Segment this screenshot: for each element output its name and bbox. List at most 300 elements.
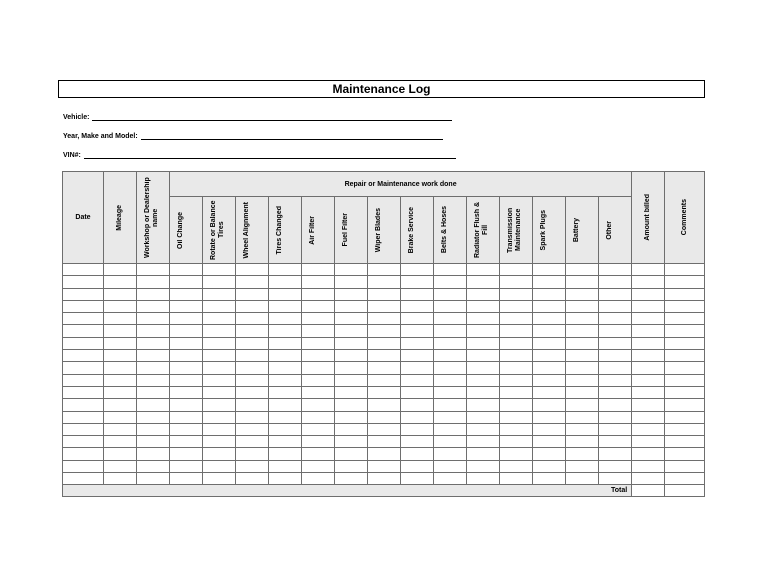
table-cell[interactable] <box>599 300 632 312</box>
table-cell[interactable] <box>434 460 467 472</box>
table-cell[interactable] <box>137 448 170 460</box>
table-cell[interactable] <box>632 374 665 386</box>
table-cell[interactable] <box>137 386 170 398</box>
table-cell[interactable] <box>63 288 104 300</box>
table-cell[interactable] <box>500 448 533 460</box>
table-cell[interactable] <box>203 423 236 435</box>
table-cell[interactable] <box>368 399 401 411</box>
table-cell[interactable] <box>302 264 335 276</box>
table-cell[interactable] <box>566 386 599 398</box>
table-cell[interactable] <box>170 374 203 386</box>
table-cell[interactable] <box>302 313 335 325</box>
table-cell[interactable] <box>368 423 401 435</box>
table-cell[interactable] <box>632 337 665 349</box>
table-cell[interactable] <box>665 362 705 374</box>
table-cell[interactable] <box>104 399 137 411</box>
table-cell[interactable] <box>566 276 599 288</box>
table-cell[interactable] <box>63 473 104 485</box>
table-cell[interactable] <box>401 337 434 349</box>
table-cell[interactable] <box>467 350 500 362</box>
table-cell[interactable] <box>335 325 368 337</box>
table-cell[interactable] <box>236 313 269 325</box>
table-cell[interactable] <box>401 264 434 276</box>
table-cell[interactable] <box>170 436 203 448</box>
table-cell[interactable] <box>665 276 705 288</box>
table-cell[interactable] <box>599 460 632 472</box>
table-cell[interactable] <box>467 374 500 386</box>
table-cell[interactable] <box>137 313 170 325</box>
table-cell[interactable] <box>368 374 401 386</box>
table-cell[interactable] <box>137 362 170 374</box>
table-cell[interactable] <box>566 411 599 423</box>
table-cell[interactable] <box>203 313 236 325</box>
table-cell[interactable] <box>269 436 302 448</box>
table-cell[interactable] <box>599 399 632 411</box>
table-cell[interactable] <box>467 448 500 460</box>
table-cell[interactable] <box>302 411 335 423</box>
table-cell[interactable] <box>302 399 335 411</box>
table-cell[interactable] <box>269 362 302 374</box>
table-cell[interactable] <box>137 436 170 448</box>
table-cell[interactable] <box>401 460 434 472</box>
table-cell[interactable] <box>269 374 302 386</box>
table-cell[interactable] <box>203 337 236 349</box>
table-cell[interactable] <box>335 264 368 276</box>
table-cell[interactable] <box>599 473 632 485</box>
table-cell[interactable] <box>566 362 599 374</box>
table-cell[interactable] <box>170 448 203 460</box>
table-cell[interactable] <box>401 313 434 325</box>
table-cell[interactable] <box>236 362 269 374</box>
table-cell[interactable] <box>203 374 236 386</box>
table-cell[interactable] <box>104 337 137 349</box>
table-cell[interactable] <box>467 460 500 472</box>
table-cell[interactable] <box>500 325 533 337</box>
table-cell[interactable] <box>434 423 467 435</box>
table-cell[interactable] <box>335 448 368 460</box>
table-cell[interactable] <box>533 460 566 472</box>
table-cell[interactable] <box>500 399 533 411</box>
table-cell[interactable] <box>368 300 401 312</box>
table-cell[interactable] <box>137 374 170 386</box>
table-cell[interactable] <box>302 460 335 472</box>
table-cell[interactable] <box>599 350 632 362</box>
table-cell[interactable] <box>566 313 599 325</box>
table-cell[interactable] <box>368 436 401 448</box>
table-cell[interactable] <box>236 460 269 472</box>
table-cell[interactable] <box>632 460 665 472</box>
table-cell[interactable] <box>335 399 368 411</box>
table-cell[interactable] <box>368 313 401 325</box>
table-cell[interactable] <box>467 300 500 312</box>
table-cell[interactable] <box>434 337 467 349</box>
table-cell[interactable] <box>335 300 368 312</box>
table-cell[interactable] <box>269 473 302 485</box>
table-cell[interactable] <box>665 423 705 435</box>
table-cell[interactable] <box>434 325 467 337</box>
table-cell[interactable] <box>203 350 236 362</box>
total-amount-cell[interactable] <box>632 485 665 497</box>
table-cell[interactable] <box>665 399 705 411</box>
table-cell[interactable] <box>533 473 566 485</box>
table-cell[interactable] <box>104 386 137 398</box>
table-cell[interactable] <box>170 411 203 423</box>
table-cell[interactable] <box>368 460 401 472</box>
table-cell[interactable] <box>533 423 566 435</box>
table-cell[interactable] <box>599 325 632 337</box>
table-cell[interactable] <box>63 448 104 460</box>
table-cell[interactable] <box>467 386 500 398</box>
table-cell[interactable] <box>302 337 335 349</box>
table-cell[interactable] <box>269 264 302 276</box>
table-cell[interactable] <box>203 264 236 276</box>
table-cell[interactable] <box>63 411 104 423</box>
table-cell[interactable] <box>104 350 137 362</box>
table-cell[interactable] <box>500 337 533 349</box>
table-cell[interactable] <box>104 448 137 460</box>
table-cell[interactable] <box>335 423 368 435</box>
table-cell[interactable] <box>665 325 705 337</box>
table-cell[interactable] <box>104 362 137 374</box>
table-cell[interactable] <box>335 386 368 398</box>
table-cell[interactable] <box>236 276 269 288</box>
table-cell[interactable] <box>467 473 500 485</box>
table-cell[interactable] <box>335 374 368 386</box>
table-cell[interactable] <box>500 411 533 423</box>
table-cell[interactable] <box>170 313 203 325</box>
table-cell[interactable] <box>533 350 566 362</box>
table-cell[interactable] <box>335 313 368 325</box>
table-cell[interactable] <box>566 473 599 485</box>
table-cell[interactable] <box>434 436 467 448</box>
table-cell[interactable] <box>269 386 302 398</box>
table-cell[interactable] <box>302 436 335 448</box>
table-cell[interactable] <box>632 386 665 398</box>
table-cell[interactable] <box>566 350 599 362</box>
table-cell[interactable] <box>302 350 335 362</box>
table-cell[interactable] <box>401 473 434 485</box>
table-cell[interactable] <box>63 337 104 349</box>
table-cell[interactable] <box>599 411 632 423</box>
table-cell[interactable] <box>599 423 632 435</box>
table-cell[interactable] <box>63 350 104 362</box>
table-cell[interactable] <box>632 436 665 448</box>
table-cell[interactable] <box>632 362 665 374</box>
table-cell[interactable] <box>632 276 665 288</box>
table-cell[interactable] <box>665 264 705 276</box>
table-cell[interactable] <box>269 423 302 435</box>
table-cell[interactable] <box>104 288 137 300</box>
table-cell[interactable] <box>599 386 632 398</box>
table-cell[interactable] <box>566 436 599 448</box>
table-cell[interactable] <box>467 423 500 435</box>
table-cell[interactable] <box>368 350 401 362</box>
table-cell[interactable] <box>533 448 566 460</box>
table-cell[interactable] <box>434 264 467 276</box>
table-cell[interactable] <box>500 264 533 276</box>
table-cell[interactable] <box>632 399 665 411</box>
table-cell[interactable] <box>137 423 170 435</box>
table-cell[interactable] <box>335 350 368 362</box>
table-cell[interactable] <box>269 276 302 288</box>
table-cell[interactable] <box>368 264 401 276</box>
table-cell[interactable] <box>467 325 500 337</box>
table-cell[interactable] <box>533 288 566 300</box>
table-cell[interactable] <box>401 423 434 435</box>
table-cell[interactable] <box>533 276 566 288</box>
table-cell[interactable] <box>269 460 302 472</box>
table-cell[interactable] <box>63 399 104 411</box>
table-cell[interactable] <box>434 350 467 362</box>
table-cell[interactable] <box>203 399 236 411</box>
table-cell[interactable] <box>368 325 401 337</box>
table-cell[interactable] <box>368 386 401 398</box>
table-cell[interactable] <box>335 473 368 485</box>
table-cell[interactable] <box>137 460 170 472</box>
table-cell[interactable] <box>302 386 335 398</box>
table-cell[interactable] <box>236 350 269 362</box>
table-cell[interactable] <box>566 374 599 386</box>
table-cell[interactable] <box>170 288 203 300</box>
table-cell[interactable] <box>269 313 302 325</box>
table-cell[interactable] <box>335 460 368 472</box>
table-cell[interactable] <box>137 399 170 411</box>
table-cell[interactable] <box>566 460 599 472</box>
table-cell[interactable] <box>170 300 203 312</box>
table-cell[interactable] <box>335 362 368 374</box>
table-cell[interactable] <box>269 300 302 312</box>
table-cell[interactable] <box>500 473 533 485</box>
table-cell[interactable] <box>665 300 705 312</box>
table-cell[interactable] <box>236 423 269 435</box>
table-cell[interactable] <box>533 337 566 349</box>
table-cell[interactable] <box>63 460 104 472</box>
vehicle-line[interactable] <box>92 113 452 121</box>
table-cell[interactable] <box>203 448 236 460</box>
table-cell[interactable] <box>236 300 269 312</box>
table-cell[interactable] <box>599 374 632 386</box>
table-cell[interactable] <box>566 337 599 349</box>
table-cell[interactable] <box>401 300 434 312</box>
table-cell[interactable] <box>434 374 467 386</box>
table-cell[interactable] <box>269 399 302 411</box>
table-cell[interactable] <box>203 300 236 312</box>
table-cell[interactable] <box>467 337 500 349</box>
table-cell[interactable] <box>170 362 203 374</box>
table-cell[interactable] <box>500 300 533 312</box>
table-cell[interactable] <box>665 448 705 460</box>
table-cell[interactable] <box>203 460 236 472</box>
table-cell[interactable] <box>302 423 335 435</box>
table-cell[interactable] <box>467 411 500 423</box>
table-cell[interactable] <box>170 325 203 337</box>
table-cell[interactable] <box>434 276 467 288</box>
table-cell[interactable] <box>368 473 401 485</box>
table-cell[interactable] <box>269 448 302 460</box>
table-cell[interactable] <box>599 313 632 325</box>
table-cell[interactable] <box>236 411 269 423</box>
table-cell[interactable] <box>467 313 500 325</box>
total-comments-cell[interactable] <box>665 485 705 497</box>
table-cell[interactable] <box>500 423 533 435</box>
table-cell[interactable] <box>533 374 566 386</box>
table-cell[interactable] <box>203 473 236 485</box>
table-cell[interactable] <box>401 374 434 386</box>
table-cell[interactable] <box>665 411 705 423</box>
table-cell[interactable] <box>236 436 269 448</box>
table-cell[interactable] <box>467 288 500 300</box>
table-cell[interactable] <box>302 473 335 485</box>
table-cell[interactable] <box>434 300 467 312</box>
table-cell[interactable] <box>137 288 170 300</box>
table-cell[interactable] <box>236 264 269 276</box>
table-cell[interactable] <box>63 374 104 386</box>
table-cell[interactable] <box>665 386 705 398</box>
table-cell[interactable] <box>302 288 335 300</box>
table-cell[interactable] <box>170 399 203 411</box>
table-cell[interactable] <box>63 264 104 276</box>
table-cell[interactable] <box>104 436 137 448</box>
table-cell[interactable] <box>203 325 236 337</box>
table-cell[interactable] <box>335 288 368 300</box>
table-cell[interactable] <box>137 276 170 288</box>
table-cell[interactable] <box>401 399 434 411</box>
table-cell[interactable] <box>368 448 401 460</box>
table-cell[interactable] <box>236 386 269 398</box>
table-cell[interactable] <box>434 288 467 300</box>
table-cell[interactable] <box>302 276 335 288</box>
table-cell[interactable] <box>533 411 566 423</box>
table-cell[interactable] <box>236 325 269 337</box>
table-cell[interactable] <box>368 362 401 374</box>
table-cell[interactable] <box>269 350 302 362</box>
table-cell[interactable] <box>632 264 665 276</box>
table-cell[interactable] <box>632 325 665 337</box>
table-cell[interactable] <box>368 276 401 288</box>
table-cell[interactable] <box>632 300 665 312</box>
table-cell[interactable] <box>599 288 632 300</box>
table-cell[interactable] <box>599 362 632 374</box>
table-cell[interactable] <box>104 313 137 325</box>
table-cell[interactable] <box>434 399 467 411</box>
table-cell[interactable] <box>401 448 434 460</box>
table-cell[interactable] <box>203 276 236 288</box>
table-cell[interactable] <box>137 300 170 312</box>
table-cell[interactable] <box>269 325 302 337</box>
table-cell[interactable] <box>170 337 203 349</box>
table-cell[interactable] <box>302 362 335 374</box>
table-cell[interactable] <box>137 411 170 423</box>
table-cell[interactable] <box>401 288 434 300</box>
table-cell[interactable] <box>236 337 269 349</box>
table-cell[interactable] <box>302 374 335 386</box>
table-cell[interactable] <box>104 325 137 337</box>
table-cell[interactable] <box>63 313 104 325</box>
table-cell[interactable] <box>533 325 566 337</box>
table-cell[interactable] <box>335 276 368 288</box>
table-cell[interactable] <box>63 325 104 337</box>
table-cell[interactable] <box>434 386 467 398</box>
table-cell[interactable] <box>533 362 566 374</box>
table-cell[interactable] <box>236 399 269 411</box>
table-cell[interactable] <box>434 448 467 460</box>
table-cell[interactable] <box>665 350 705 362</box>
vin-line[interactable] <box>84 151 456 159</box>
table-cell[interactable] <box>137 473 170 485</box>
year-make-model-line[interactable] <box>141 132 443 140</box>
table-cell[interactable] <box>566 264 599 276</box>
table-cell[interactable] <box>665 460 705 472</box>
table-cell[interactable] <box>104 264 137 276</box>
table-cell[interactable] <box>170 473 203 485</box>
table-cell[interactable] <box>467 436 500 448</box>
table-cell[interactable] <box>434 362 467 374</box>
table-cell[interactable] <box>533 264 566 276</box>
table-cell[interactable] <box>104 300 137 312</box>
table-cell[interactable] <box>434 411 467 423</box>
table-cell[interactable] <box>599 337 632 349</box>
table-cell[interactable] <box>632 423 665 435</box>
table-cell[interactable] <box>566 448 599 460</box>
table-cell[interactable] <box>434 313 467 325</box>
table-cell[interactable] <box>665 288 705 300</box>
table-cell[interactable] <box>104 374 137 386</box>
table-cell[interactable] <box>500 436 533 448</box>
table-cell[interactable] <box>269 411 302 423</box>
table-cell[interactable] <box>170 460 203 472</box>
table-cell[interactable] <box>401 386 434 398</box>
table-cell[interactable] <box>500 313 533 325</box>
table-cell[interactable] <box>533 300 566 312</box>
table-cell[interactable] <box>368 288 401 300</box>
table-cell[interactable] <box>104 411 137 423</box>
table-cell[interactable] <box>63 436 104 448</box>
table-cell[interactable] <box>170 350 203 362</box>
table-cell[interactable] <box>599 448 632 460</box>
table-cell[interactable] <box>500 288 533 300</box>
table-cell[interactable] <box>203 436 236 448</box>
table-cell[interactable] <box>665 473 705 485</box>
table-cell[interactable] <box>632 473 665 485</box>
table-cell[interactable] <box>632 350 665 362</box>
table-cell[interactable] <box>632 448 665 460</box>
table-cell[interactable] <box>236 374 269 386</box>
table-cell[interactable] <box>401 325 434 337</box>
table-cell[interactable] <box>302 325 335 337</box>
table-cell[interactable] <box>137 264 170 276</box>
table-cell[interactable] <box>467 399 500 411</box>
table-cell[interactable] <box>401 436 434 448</box>
table-cell[interactable] <box>401 350 434 362</box>
table-cell[interactable] <box>632 313 665 325</box>
table-cell[interactable] <box>566 423 599 435</box>
table-cell[interactable] <box>632 288 665 300</box>
table-cell[interactable] <box>401 362 434 374</box>
table-cell[interactable] <box>104 460 137 472</box>
table-cell[interactable] <box>137 350 170 362</box>
table-cell[interactable] <box>533 313 566 325</box>
table-cell[interactable] <box>467 264 500 276</box>
table-cell[interactable] <box>401 276 434 288</box>
table-cell[interactable] <box>566 399 599 411</box>
table-cell[interactable] <box>533 399 566 411</box>
table-cell[interactable] <box>368 337 401 349</box>
table-cell[interactable] <box>566 288 599 300</box>
table-cell[interactable] <box>467 276 500 288</box>
table-cell[interactable] <box>599 264 632 276</box>
table-cell[interactable] <box>63 423 104 435</box>
table-cell[interactable] <box>170 276 203 288</box>
